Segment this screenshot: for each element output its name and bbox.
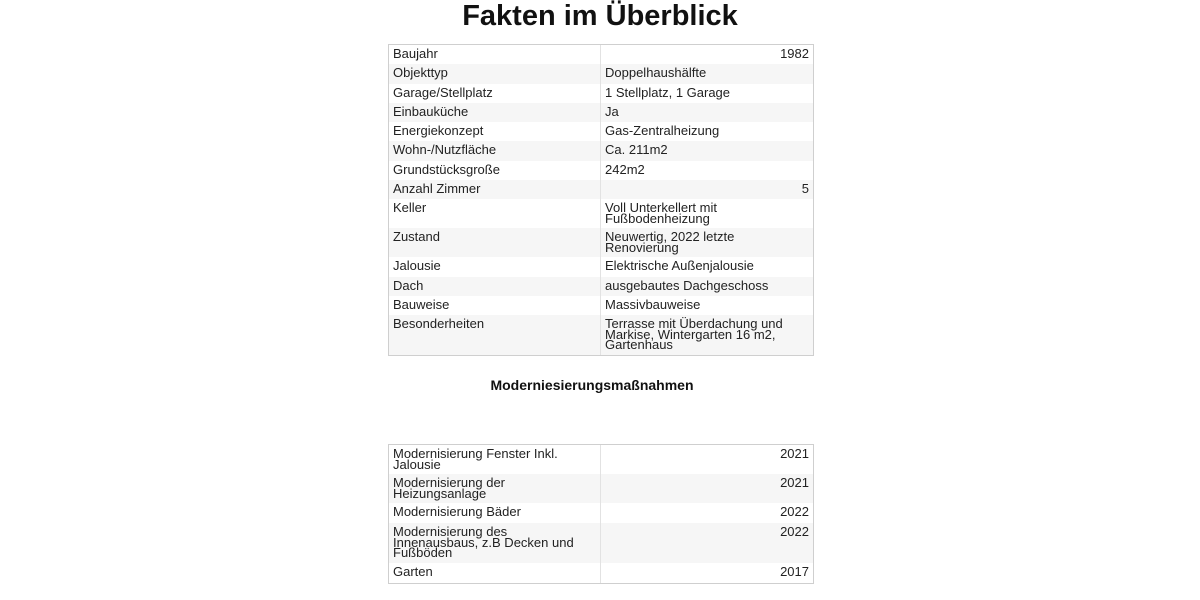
facts-row-label: Anzahl Zimmer (389, 180, 601, 199)
modernization-row (389, 503, 813, 523)
modernization-row-value: 2022 (780, 524, 809, 539)
facts-row-value: Gas-Zentralheizung (605, 123, 720, 139)
facts-row-label: Energiekonzept (389, 122, 601, 141)
facts-row (389, 103, 813, 122)
facts-row (389, 257, 813, 276)
facts-row-value: ausgebautes Dachgeschoss (605, 277, 769, 293)
modernization-row-label: Modernisierung der Heizungsanlage (389, 474, 601, 503)
facts-row (389, 161, 813, 180)
facts-row-label: Wohn-/Nutzfläche (389, 141, 601, 160)
facts-row-value: 1982 (780, 46, 809, 61)
facts-row-value: 1 Stellplatz, 1 Garage (605, 84, 731, 100)
facts-row (389, 228, 813, 257)
facts-row-value: Voll Unterkellert mit Fußbodenheizung (605, 200, 717, 226)
facts-row (389, 45, 813, 64)
facts-row-label: Garage/Stellplatz (389, 84, 601, 103)
facts-row-value: Terrasse mit Überdachung und Markise, Wintergarten 16 m2, Gartenhaus (605, 316, 783, 353)
modernization-row (389, 474, 813, 503)
facts-row (389, 122, 813, 141)
modernization-row-label: Modernisierung des Innenausbaus, z.B Decken und Fußböden (389, 523, 601, 563)
facts-row-label: Keller (389, 199, 601, 228)
facts-row (389, 199, 813, 228)
modernization-heading: Moderniesierungsmaßnahmen (490, 377, 694, 393)
facts-row-value: Neuwertig, 2022 letzte Renovierung (605, 229, 735, 255)
facts-row-label: Bauweise (389, 296, 601, 315)
facts-row-label: Jalousie (389, 257, 601, 276)
modernization-row (389, 445, 813, 474)
facts-row-value: 242m2 (605, 161, 645, 177)
facts-row-value: Ja (605, 103, 619, 119)
modernization-table (388, 444, 814, 584)
modernization-row-value: 2021 (780, 446, 809, 461)
facts-row-label: Dach (389, 277, 601, 296)
facts-row (389, 141, 813, 160)
modernization-row-label: Garten (389, 563, 601, 583)
facts-row (389, 180, 813, 199)
facts-row-value: Massivbauweise (605, 296, 701, 312)
facts-row-label: Baujahr (389, 45, 601, 64)
modernization-row-value: 2022 (780, 504, 809, 519)
facts-row (389, 64, 813, 83)
modernization-row-label: Modernisierung Fenster Inkl. Jalousie (389, 445, 601, 474)
facts-row-value: Elektrische Außenjalousie (605, 258, 754, 274)
facts-row-label: Zustand (389, 228, 601, 257)
modernization-row-value: 2021 (780, 475, 809, 490)
facts-row-value: 5 (801, 181, 809, 197)
facts-table (388, 44, 814, 356)
facts-row-value: Ca. 211m2 (605, 142, 668, 158)
facts-row-label: Grundstücksgroße (389, 161, 601, 180)
page-title: Fakten im Überblick (462, 0, 738, 32)
modernization-row (389, 523, 813, 563)
facts-row (389, 315, 813, 355)
facts-row (389, 277, 813, 296)
facts-row-value: Doppelhaushälfte (605, 65, 707, 81)
facts-row (389, 296, 813, 315)
modernization-row-label: Modernisierung Bäder (389, 503, 601, 523)
facts-row-label: Besonderheiten (389, 315, 601, 355)
facts-row-label: Einbauküche (389, 103, 601, 122)
facts-row-label: Objekttyp (389, 64, 601, 83)
modernization-row (389, 563, 813, 583)
modernization-row-value: 2017 (780, 563, 809, 579)
facts-row (389, 84, 813, 103)
